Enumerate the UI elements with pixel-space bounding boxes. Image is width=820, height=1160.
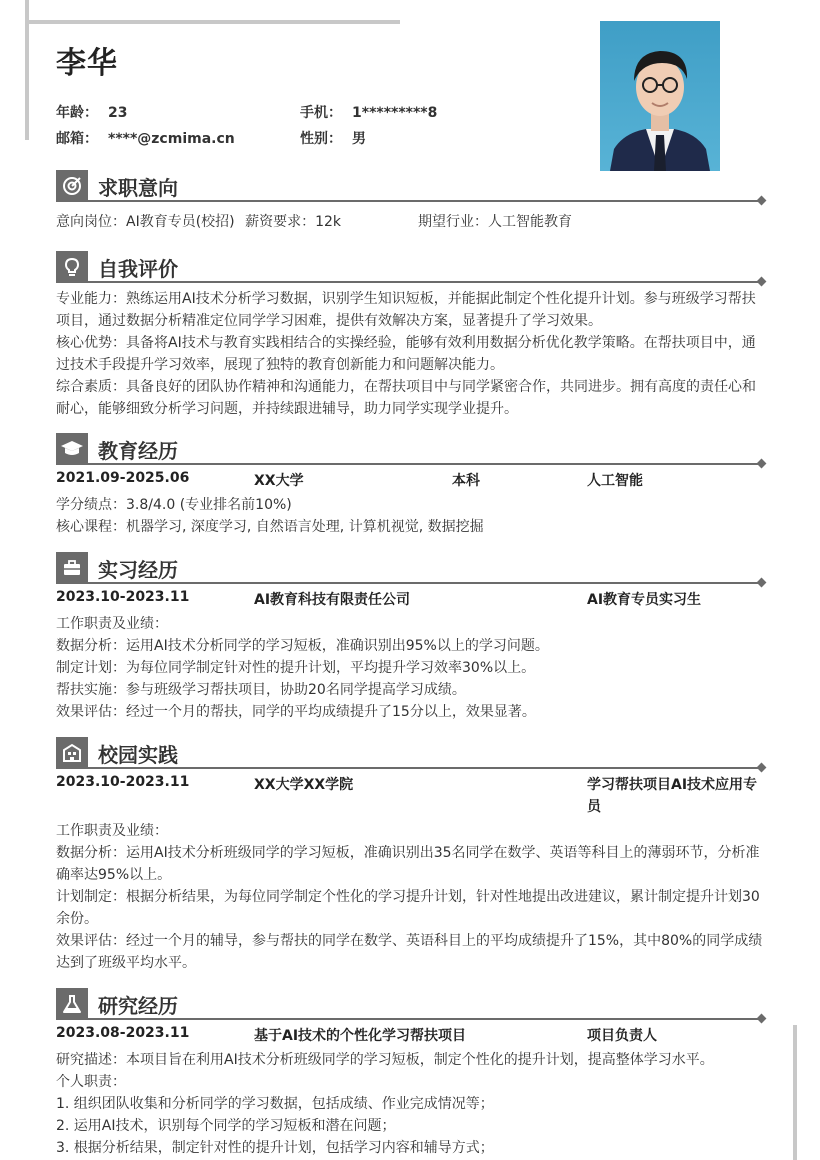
education-school: XX大学	[254, 473, 304, 489]
section-divider	[88, 463, 761, 465]
section-divider-diamond	[757, 763, 767, 773]
research-role: 项目负责人	[587, 1028, 657, 1044]
education-date: 2021.09-2025.06	[56, 470, 190, 486]
research-project: 基于AI技术的个性化学习帮扶项目	[254, 1028, 467, 1044]
flask-icon	[56, 988, 88, 1020]
campus-org: XX大学XX学院	[254, 777, 354, 793]
section-title-self-evaluation: 自我评价	[98, 257, 178, 281]
section-divider-diamond	[757, 1014, 767, 1024]
age-info	[56, 102, 127, 122]
phone-label: 手机：	[300, 105, 342, 121]
campus-date: 2023.10-2023.11	[56, 774, 190, 790]
campus-role: 学习帮扶项目AI技术应用专员	[587, 777, 758, 815]
section-header-research	[56, 988, 765, 1020]
section-title-job-intent: 求职意向	[98, 176, 178, 200]
section-title-campus-practice: 校园实践	[98, 743, 178, 767]
email-info	[56, 128, 235, 148]
intent-position: 意向岗位：AI教育专员(校招)	[56, 214, 235, 230]
campus-summary-row	[56, 774, 766, 818]
decorative-top-bar	[25, 20, 400, 24]
campus-details: 工作职责及业绩： 数据分析：运用AI技术分析班级同学的学习短板，准确识别出35名同学在数学、英语等科目上的薄弱环节，分析准确率达95%以上。 计划制定：根据分析结果，为每位同学制定个性化的学习提升计划，针对性地提出改进建议，累计制定提升计划30余份。 效果评估：经过一个月的辅导，参与帮扶的同学在数学、英语科目上的平均成绩提升了15%，其中80%的同学成绩达到了班级平均水平。	[56, 823, 763, 971]
section-title-research: 研究经历	[98, 994, 178, 1018]
section-divider	[88, 767, 761, 769]
self-evaluation-text: 专业能力：熟练运用AI技术分析学习数据，识别学生知识短板，并能据此制定个性化提升计划。参与班级学习帮扶项目，通过数据分析精准定位同学学习困难，提供有效解决方案，显著提升了学习效果。 核心优势：具备将AI技术与教育实践相结合的实操经验，能够有效利用数据分析优化教学策略。在帮扶项目中，通过技术手段提升学习效率，展现了独特的教育创新能力和问题解决能力。 综合素质：具备良好的团队协作精神和沟通能力，在帮扶项目中与同学紧密合作，共同进步。拥有高度的责任心和耐心，能够细致分析学习问题，并持续跟进辅导，助力同学实现学业提升。	[56, 291, 756, 417]
section-divider-diamond	[757, 196, 767, 206]
section-divider-diamond	[757, 578, 767, 588]
profile-photo	[600, 21, 720, 171]
education-details: 学分绩点：3.8/4.0 (专业排名前10%) 核心课程：机器学习, 深度学习, 自然语言处理, 计算机视觉, 数据挖掘	[56, 497, 484, 535]
phone-value: 1*********8	[352, 105, 438, 121]
section-header-internship	[56, 552, 765, 584]
lightbulb-icon	[56, 251, 88, 283]
section-header-job-intent	[56, 170, 765, 202]
section-title-education: 教育经历	[98, 439, 178, 463]
section-header-campus-practice	[56, 737, 765, 769]
gender-label: 性别：	[300, 131, 342, 147]
internship-company: AI教育科技有限责任公司	[254, 592, 411, 608]
intent-industry: 期望行业：人工智能教育	[418, 214, 572, 230]
intent-salary: 薪资要求：12k	[245, 214, 342, 230]
education-degree: 本科	[452, 473, 480, 489]
building-icon	[56, 737, 88, 769]
section-divider	[88, 200, 761, 202]
education-major: 人工智能	[587, 473, 643, 489]
decorative-right-bar	[793, 1025, 797, 1160]
section-divider	[88, 582, 761, 584]
intent-row	[56, 211, 766, 233]
age-value: 23	[108, 105, 128, 121]
section-divider	[88, 281, 761, 283]
gender-info	[300, 128, 366, 148]
education-summary-row	[56, 470, 766, 492]
internship-role: AI教育专员实习生	[587, 592, 702, 608]
section-header-self-evaluation	[56, 251, 765, 283]
section-divider-diamond	[757, 459, 767, 469]
internship-details: 工作职责及业绩： 数据分析：运用AI技术分析同学的学习短板，准确识别出95%以上的学习问题。 制定计划：为每位同学制定针对性的提升计划，平均提升学习效率30%以上。 帮扶实施：参与班级学习帮扶项目，协助20名同学提高学习成绩。 效果评估：经过一个月的帮扶，同学的平均成绩提升了15分以上，效果显著。	[56, 616, 549, 720]
research-details: 研究描述：本项目旨在利用AI技术分析班级同学的学习短板，制定个性化的提升计划，提高整体学习水平。 个人职责： 1. 组织团队收集和分析同学的学习数据，包括成绩、作业完成情况等； 2. 运用AI技术，识别每个同学的学习短板和潜在问题； 3. 根据分析结果，制定针对性的提升计划，包括学习内容和辅导方式；	[56, 1052, 714, 1156]
graduation-cap-icon	[56, 433, 88, 465]
briefcase-icon	[56, 552, 88, 584]
section-header-education	[56, 433, 765, 465]
research-summary-row	[56, 1025, 766, 1047]
section-title-internship: 实习经历	[98, 558, 178, 582]
email-label: 邮箱：	[56, 131, 98, 147]
gender-value: 男	[352, 131, 366, 147]
internship-date: 2023.10-2023.11	[56, 589, 190, 605]
research-date: 2023.08-2023.11	[56, 1025, 190, 1041]
internship-summary-row	[56, 589, 766, 611]
email-value: ****@zcmima.cn	[108, 131, 235, 147]
target-icon	[56, 170, 88, 202]
phone-info	[300, 102, 437, 122]
section-divider	[88, 1018, 761, 1020]
candidate-name: 李华	[56, 46, 118, 81]
age-label: 年龄：	[56, 105, 98, 121]
section-divider-diamond	[757, 277, 767, 287]
